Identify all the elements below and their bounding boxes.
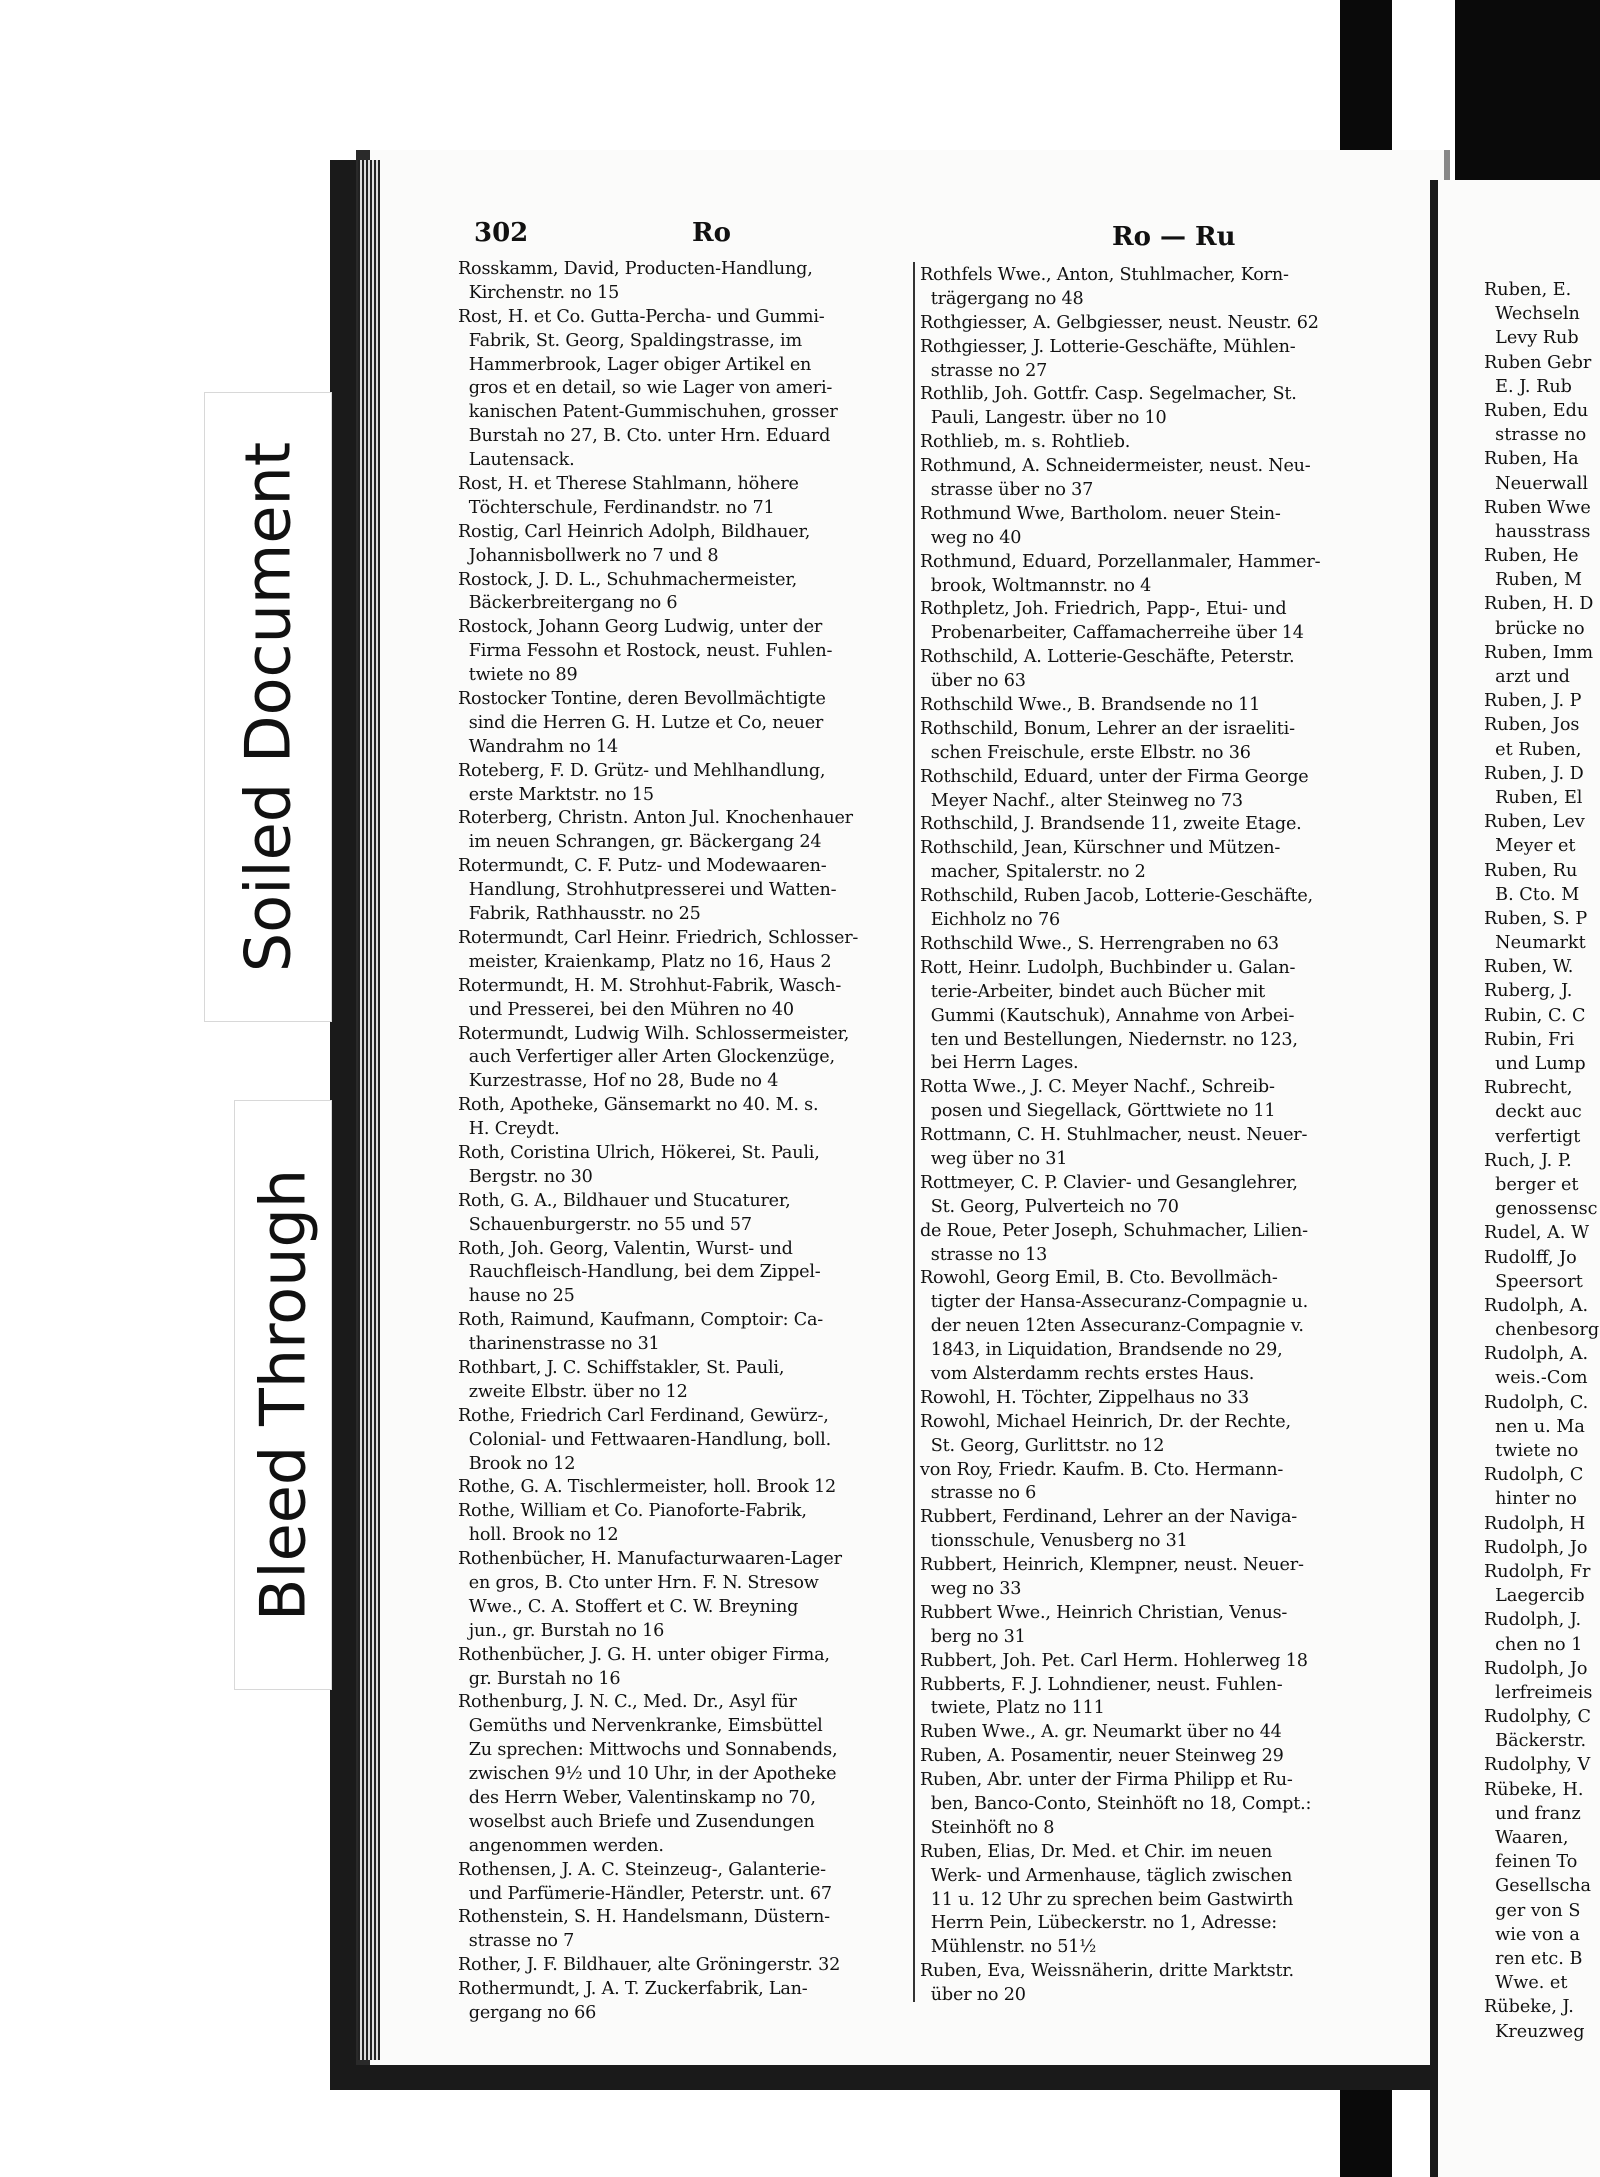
directory-entry-line: Ruben, He xyxy=(1484,546,1579,567)
directory-entry-line: et Ruben, xyxy=(1484,739,1582,760)
directory-entry-line: hinter no xyxy=(1484,1489,1577,1510)
directory-entry-line: Rothensen, J. A. C. Steinzeug-, Galanterie- xyxy=(458,1859,826,1880)
directory-entry-line: strasse no 27 xyxy=(920,360,1048,381)
directory-entry-line: Bäckerstr. xyxy=(1484,1731,1587,1752)
directory-entry-line: Roterberg, Christn. Anton Jul. Knochenhauer xyxy=(458,808,853,829)
directory-entry-line: Rotta Wwe., J. C. Meyer Nachf., Schreib- xyxy=(920,1077,1275,1098)
directory-entry-line: Rubrecht, xyxy=(1484,1078,1573,1099)
directory-entry-line: Rudolph, C xyxy=(1484,1465,1584,1486)
directory-entry-line: Steinhöft no 8 xyxy=(920,1817,1055,1838)
directory-entry-line: Rothe, Friedrich Carl Ferdinand, Gewürz-, xyxy=(458,1405,829,1426)
directory-entry-line: Rost, H. et Co. Gutta-Percha- und Gummi- xyxy=(458,306,825,327)
directory-entry-line: Rubin, Fri xyxy=(1484,1029,1575,1050)
directory-entry-line: ben, Banco-Conto, Steinhöft no 18, Compt.: xyxy=(920,1794,1312,1814)
directory-entry-line: posen und Siegellack, Görttwiete no 11 xyxy=(920,1101,1276,1122)
directory-entry-line: über no 63 xyxy=(920,671,1026,692)
directory-entry-line: gr. Burstah no 16 xyxy=(458,1668,621,1689)
directory-entry-line: Ruben Wwe xyxy=(1484,497,1591,518)
directory-entry-line: Rudel, A. W xyxy=(1484,1223,1590,1244)
directory-entry-line: en gros, B. Cto unter Hrn. F. N. Stresow xyxy=(458,1572,819,1593)
directory-entry-line: Rudolph, Jo xyxy=(1484,1658,1588,1679)
directory-entry-line: Rotermundt, C. F. Putz- und Modewaaren- xyxy=(458,856,827,877)
directory-entry-line: ren etc. B xyxy=(1484,1948,1583,1969)
directory-entry-line: Neuerwall xyxy=(1484,473,1588,494)
directory-entry-line: Rothpletz, Joh. Friedrich, Papp-, Etui- und xyxy=(920,599,1287,620)
directory-entry-line: berger et xyxy=(1484,1174,1579,1195)
directory-entry-line: zwischen 9½ und 10 Uhr, in der Apotheke xyxy=(458,1764,837,1785)
directory-entry-line: Rotermundt, Ludwig Wilh. Schlossermeister, xyxy=(458,1023,850,1044)
directory-entry-line: Kurzestrasse, Hof no 28, Bude no 4 xyxy=(458,1071,779,1092)
directory-entry-line: Kirchenstr. no 15 xyxy=(458,282,620,303)
directory-entry-line: Rudolphy, V xyxy=(1484,1755,1591,1776)
directory-entry-line: lerfreimeis xyxy=(1484,1682,1593,1703)
directory-entry-line: 11 u. 12 Uhr zu sprechen beim Gastwirth xyxy=(920,1889,1294,1910)
directory-entry-line: Rubbert, Joh. Pet. Carl Herm. Hohlerweg 18 xyxy=(920,1650,1308,1671)
directory-entry-line: brook, Woltmannstr. no 4 xyxy=(920,575,1152,596)
directory-entry-line: Handlung, Strohhutpresserei und Watten- xyxy=(458,880,837,901)
directory-entry-line: Levy Rub xyxy=(1484,328,1579,349)
directory-entry-line: Gummi (Kautschuk), Annahme von Arbei- xyxy=(920,1005,1295,1026)
directory-entry-line: Rubin, C. C xyxy=(1484,1005,1586,1026)
directory-entry-line: Lautensack. xyxy=(458,450,575,471)
directory-entry-line: kanischen Patent-Gummischuhen, grosser xyxy=(458,402,838,423)
directory-entry-line: Rothermundt, J. A. T. Zuckerfabrik, Lan- xyxy=(458,1979,808,2000)
directory-entry-line: Rothgiesser, J. Lotterie-Geschäfte, Mühlen- xyxy=(920,336,1296,357)
directory-entry-line: Roth, Raimund, Kaufmann, Comptoir: Ca- xyxy=(458,1310,823,1331)
directory-entry-line: tigter der Hansa-Assecuranz-Compagnie u. xyxy=(920,1292,1308,1313)
directory-entry-line: Ruben, H. D xyxy=(1484,594,1594,615)
directory-entry-line: Roth, Coristina Ulrich, Hökerei, St. Pauli, xyxy=(458,1142,820,1163)
directory-entry-line: trägergang no 48 xyxy=(920,288,1084,309)
directory-entry-line: verfertigt xyxy=(1484,1126,1581,1147)
directory-entry-line: Hammerbrook, Lager obiger Artikel en xyxy=(458,354,812,375)
directory-entry-line: Rothenburg, J. N. C., Med. Dr., Asyl für xyxy=(458,1692,797,1713)
soiled-document-label xyxy=(204,392,332,1022)
directory-entry-line: Burstah no 27, B. Cto. unter Hrn. Eduard xyxy=(458,426,831,447)
directory-entry-line: von Roy, Friedr. Kaufm. B. Cto. Hermann- xyxy=(920,1459,1284,1480)
directory-entry-line: Ruben, Imm xyxy=(1484,642,1594,663)
column-3 xyxy=(1484,278,1599,2044)
header-left: Ro xyxy=(692,218,731,248)
directory-entry-line: Rowohl, Georg Emil, B. Cto. Bevollmäch- xyxy=(920,1268,1278,1289)
directory-entry-line: Rothmund Wwe, Bartholom. neuer Stein- xyxy=(920,503,1281,524)
directory-entry-line: Waaren, xyxy=(1484,1828,1569,1848)
scanner-black-bar-top xyxy=(1455,0,1600,180)
directory-entry-line: weg no 40 xyxy=(920,527,1022,548)
directory-entry-line: Rothmund, A. Schneidermeister, neust. Neu- xyxy=(920,456,1311,477)
directory-entry-line: Laegercib xyxy=(1484,1586,1585,1607)
directory-entry-line: Ruben, W. xyxy=(1484,957,1574,978)
directory-entry-line: Rothschild Wwe., B. Brandsende no 11 xyxy=(920,695,1261,716)
directory-entry-line: St. Georg, Pulverteich no 70 xyxy=(920,1196,1179,1217)
directory-entry-line: Meyer Nachf., alter Steinweg no 73 xyxy=(920,790,1243,811)
directory-entry-line: chenbesorg xyxy=(1484,1320,1600,1341)
directory-entry-line: jun., gr. Burstah no 16 xyxy=(458,1620,665,1641)
directory-entry-line: Rostig, Carl Heinrich Adolph, Bildhauer, xyxy=(458,521,811,542)
directory-entry-line: Ruben, Abr. unter der Firma Philipp et Ru- xyxy=(920,1770,1293,1791)
directory-entry-line: nen u. Ma xyxy=(1484,1416,1585,1437)
directory-entry-line: ger von S xyxy=(1484,1900,1581,1921)
directory-entry-line: Ruben Wwe., A. gr. Neumarkt über no 44 xyxy=(920,1722,1282,1743)
directory-entry-line: Roteberg, F. D. Grütz- und Mehlhandlung, xyxy=(458,760,826,781)
directory-entry-line: Roth, Joh. Georg, Valentin, Wurst- und xyxy=(458,1238,793,1259)
directory-entry-line: genossensc xyxy=(1484,1199,1598,1220)
directory-entry-line: Töchterschule, Ferdinandstr. no 71 xyxy=(458,497,775,518)
directory-entry-line: twiete no xyxy=(1484,1441,1579,1461)
directory-entry-line: Rothmund, Eduard, Porzellanmaler, Hammer- xyxy=(920,551,1321,572)
directory-entry-line: Rothe, William et Co. Pianoforte-Fabrik, xyxy=(458,1501,807,1522)
directory-entry-line: Pauli, Langestr. über no 10 xyxy=(920,408,1167,429)
page-edges xyxy=(358,160,380,2060)
directory-entry-line: zweite Elbstr. über no 12 xyxy=(458,1381,688,1402)
bleed-through-label xyxy=(234,1100,332,1690)
directory-entry-line: strasse no 13 xyxy=(920,1244,1048,1265)
directory-entry-line: Ruch, J. P. xyxy=(1484,1150,1572,1171)
directory-entry-line: Colonial- und Fettwaaren-Handlung, boll. xyxy=(458,1429,831,1450)
right-page-fragment xyxy=(1430,180,1600,2177)
directory-entry-line: 1843, in Liquidation, Brandsende no 29, xyxy=(920,1340,1283,1361)
directory-entry-line: Johannisbollwerk no 7 und 8 xyxy=(458,545,719,566)
directory-entry-line: Rowohl, H. Töchter, Zippelhaus no 33 xyxy=(920,1387,1250,1408)
directory-entry-line: Herrn Pein, Lübeckerstr. no 1, Adresse: xyxy=(920,1913,1277,1934)
directory-entry-line: und Lump xyxy=(1484,1054,1586,1074)
directory-entry-line: Rott, Heinr. Ludolph, Buchbinder u. Galan- xyxy=(920,957,1296,978)
directory-entry-line: Rowohl, Michael Heinrich, Dr. der Rechte, xyxy=(920,1411,1291,1432)
directory-entry-line: Rottmann, C. H. Stuhlmacher, neust. Neuer- xyxy=(920,1125,1308,1146)
directory-entry-line: Ruben, Lev xyxy=(1484,812,1585,833)
directory-entry-line: arzt und xyxy=(1484,667,1570,687)
directory-entry-line: Rother, J. F. Bildhauer, alte Gröningerstr. 32 xyxy=(458,1955,841,1976)
directory-entry-line: des Herrn Weber, Valentinskamp no 70, xyxy=(458,1788,816,1808)
directory-entry-line: ten und Bestellungen, Niedernstr. no 123, xyxy=(920,1029,1298,1050)
directory-entry-line: Firma Fessohn et Rostock, neust. Fuhlen- xyxy=(458,641,833,662)
directory-entry-line: Rottmeyer, C. P. Clavier- und Gesanglehrer, xyxy=(920,1172,1298,1193)
directory-entry-line: Ruben, M xyxy=(1484,570,1582,591)
directory-entry-line: twiete, Platz no 111 xyxy=(920,1698,1105,1719)
header-right: Ro — Ru xyxy=(1112,222,1236,252)
directory-entry-line: Wandrahm no 14 xyxy=(458,736,619,757)
directory-entry-line: Rostock, Johann Georg Ludwig, unter der xyxy=(458,617,823,638)
directory-entry-line: brücke no xyxy=(1484,618,1585,639)
directory-entry-line: Bergstr. no 30 xyxy=(458,1166,593,1187)
directory-entry-line: Rothenbücher, H. Manufacturwaaren-Lager xyxy=(458,1549,842,1570)
directory-entry-line: holl. Brook no 12 xyxy=(458,1525,619,1546)
column-1 xyxy=(458,258,858,2026)
directory-entry-line: Ruben, J. P xyxy=(1484,691,1582,712)
directory-entry-line: Rudolff, Jo xyxy=(1484,1247,1577,1268)
directory-entry-line: Ruben, Elias, Dr. Med. et Chir. im neuen xyxy=(920,1841,1273,1862)
directory-entry-line: wie von a xyxy=(1484,1924,1580,1945)
directory-entry-line: weg no 33 xyxy=(920,1578,1022,1599)
directory-entry-line: strasse über no 37 xyxy=(920,480,1094,501)
directory-entry-line: St. Georg, Gurlittstr. no 12 xyxy=(920,1435,1165,1456)
directory-entry-line: woselbst auch Briefe und Zusendungen xyxy=(458,1811,815,1832)
directory-entry-line: auch Verfertiger aller Arten Glockenzüge, xyxy=(458,1047,835,1068)
directory-entry-line: Rosskamm, David, Producten-Handlung, xyxy=(458,259,813,279)
directory-entry-line: Ruben, J. D xyxy=(1484,763,1584,784)
directory-entry-line: schen Freischule, erste Elbstr. no 36 xyxy=(920,742,1251,763)
directory-entry-line: Gesellscha xyxy=(1484,1876,1592,1897)
directory-entry-line: gergang no 66 xyxy=(458,2003,597,2024)
directory-entry-line: Rothe, G. A. Tischlermeister, holl. Brook 12 xyxy=(458,1477,836,1498)
directory-entry-line: Zu sprechen: Mittwochs und Sonnabends, xyxy=(458,1740,838,1761)
directory-entry-line: hause no 25 xyxy=(458,1286,575,1307)
directory-entry-line: chen no 1 xyxy=(1484,1634,1583,1655)
directory-entry-line: angenommen werden. xyxy=(458,1835,664,1856)
directory-entry-line: Probenarbeiter, Caffamacherreihe über 14 xyxy=(920,623,1304,644)
directory-entry-line: Bäckerbreitergang no 6 xyxy=(458,593,678,614)
directory-entry-line: bei Herrn Lages. xyxy=(920,1053,1079,1074)
directory-entry-line: weg über no 31 xyxy=(920,1148,1068,1169)
directory-entry-line: Ruben, Eva, Weissnäherin, dritte Marktstr. xyxy=(920,1961,1294,1982)
directory-entry-line: Ruben Gebr xyxy=(1484,352,1592,373)
directory-entry-line: Rothschild, A. Lotterie-Geschäfte, Peterstr. xyxy=(920,647,1295,668)
directory-entry-line: Rubbert, Ferdinand, Lehrer an der Naviga- xyxy=(920,1507,1298,1528)
directory-entry-line: Rubbert Wwe., Heinrich Christian, Venus- xyxy=(920,1602,1288,1623)
directory-entry-line: deckt auc xyxy=(1484,1102,1582,1123)
directory-entry-line: Rübeke, H. xyxy=(1484,1779,1584,1800)
directory-entry-line: Rothschild, J. Brandsende 11, zweite Etage. xyxy=(920,814,1302,835)
directory-entry-line: Rubberts, F. J. Lohndiener, neust. Fuhlen- xyxy=(920,1674,1283,1695)
directory-entry-line: im neuen Schrangen, gr. Bäckergang 24 xyxy=(458,832,822,853)
directory-entry-line: Rauchfleisch-Handlung, bei dem Zippel- xyxy=(458,1262,821,1283)
directory-entry-line: Rotermundt, Carl Heinr. Friedrich, Schlosser- xyxy=(458,927,859,948)
directory-entry-line: Rothschild Wwe., S. Herrengraben no 63 xyxy=(920,933,1279,954)
directory-entry-line: twiete no 89 xyxy=(458,665,578,686)
directory-entry-line: Ruben, Edu xyxy=(1484,400,1589,421)
directory-entry-line: feinen To xyxy=(1484,1852,1578,1873)
directory-entry-line: Werk- und Armenhause, täglich zwischen xyxy=(920,1865,1293,1886)
directory-entry-line: Neumarkt xyxy=(1484,933,1586,954)
directory-entry-line: Rothschild, Bonum, Lehrer an der israeliti- xyxy=(920,718,1295,739)
directory-entry-line: Schauenburgerstr. no 55 und 57 xyxy=(458,1214,752,1235)
directory-entry-line: Rudolph, C. xyxy=(1484,1392,1589,1413)
directory-entry-line: Rotermundt, H. M. Strohhut-Fabrik, Wasch- xyxy=(458,975,842,996)
directory-entry-line: Rothbart, J. C. Schiffstakler, St. Pauli, xyxy=(458,1357,785,1378)
directory-entry-line: Rudolphy, C xyxy=(1484,1707,1591,1728)
directory-entry-line: Rostocker Tontine, deren Bevollmächtigte xyxy=(458,689,826,710)
directory-entry-line: Fabrik, St. Georg, Spaldingstrasse, im xyxy=(458,330,802,351)
directory-entry-line: der neuen 12ten Assecuranz-Compagnie v. xyxy=(920,1316,1304,1337)
directory-entry-line: Meyer et xyxy=(1484,836,1576,857)
directory-entry-line: Rostock, J. D. L., Schuhmachermeister, xyxy=(458,569,798,590)
directory-entry-line: Rothfels Wwe., Anton, Stuhlmacher, Korn- xyxy=(920,265,1289,285)
directory-entry-line: über no 20 xyxy=(920,1985,1026,2006)
directory-entry-line: Rudolph, Fr xyxy=(1484,1561,1591,1582)
directory-entry-line: Rothlieb, m. s. Rohtlieb. xyxy=(920,432,1131,453)
directory-entry-line: Kreuzweg xyxy=(1484,2021,1585,2042)
directory-entry-line: strasse no xyxy=(1484,425,1587,446)
directory-entry-line: meister, Kraienkamp, Platz no 16, Haus 2 xyxy=(458,951,832,972)
directory-entry-line: und franz xyxy=(1484,1803,1581,1824)
directory-entry-line: Rubbert, Heinrich, Klempner, neust. Neuer- xyxy=(920,1555,1304,1576)
directory-entry-line: Ruben, S. P xyxy=(1484,908,1588,929)
directory-entry-line: sind die Herren G. H. Lutze et Co, neuer xyxy=(458,712,824,733)
directory-entry-line: Ruben, E. xyxy=(1484,280,1572,300)
page-number: 302 xyxy=(474,218,529,248)
directory-entry-line: Rudolph, H xyxy=(1484,1513,1586,1534)
directory-entry-line: Roth, G. A., Bildhauer und Stucaturer, xyxy=(458,1190,791,1211)
directory-entry-line: vom Alsterdamm rechts erstes Haus. xyxy=(920,1363,1255,1384)
bleed-through-text: Bleed Through xyxy=(246,1168,320,1622)
directory-entry-line: berg no 31 xyxy=(920,1626,1026,1647)
directory-entry-line: gros et en detail, so wie Lager von ameri- xyxy=(458,378,833,399)
directory-entry-line: Rothschild, Eduard, unter der Firma George xyxy=(920,766,1309,787)
directory-entry-line: Rübeke, J. xyxy=(1484,1997,1574,2018)
directory-entry-line: strasse no 7 xyxy=(458,1931,575,1952)
directory-entry-line: Ruben, El xyxy=(1484,787,1583,808)
directory-entry-line: Rost, H. et Therese Stahlmann, höhere xyxy=(458,474,799,495)
directory-entry-line: Rothenstein, S. H. Handelsmann, Düstern- xyxy=(458,1907,830,1928)
directory-entry-line: Wwe. et xyxy=(1484,1973,1568,1994)
directory-entry-line: tionsschule, Venusberg no 31 xyxy=(920,1531,1188,1552)
directory-entry-line: terie-Arbeiter, bindet auch Bücher mit xyxy=(920,981,1266,1002)
directory-entry-line: Ruberg, J. xyxy=(1484,981,1573,1002)
directory-entry-line: Rothgiesser, A. Gelbgiesser, neust. Neustr. 62 xyxy=(920,312,1319,333)
directory-entry-line: Ruben, Jos xyxy=(1484,715,1580,736)
directory-entry-line: E. J. Rub xyxy=(1484,376,1572,397)
directory-entry-line: Rothschild, Ruben Jacob, Lotterie-Geschäfte, xyxy=(920,886,1313,907)
directory-entry-line: Speersort xyxy=(1484,1271,1583,1292)
directory-entry-line: und Presserei, bei den Mühren no 40 xyxy=(458,999,794,1020)
directory-entry-line: hausstrass xyxy=(1484,521,1591,542)
directory-entry-line: tharinenstrasse no 31 xyxy=(458,1334,660,1355)
directory-entry-line: Ruben, A. Posamentir, neuer Steinweg 29 xyxy=(920,1746,1284,1767)
directory-entry-line: de Roue, Peter Joseph, Schuhmacher, Lilien- xyxy=(920,1220,1308,1241)
directory-entry-line: erste Marktstr. no 15 xyxy=(458,784,654,805)
directory-entry-line: Wwe., C. A. Stoffert et C. W. Breyning xyxy=(458,1596,799,1617)
directory-entry-line: Ruben, Ru xyxy=(1484,860,1578,881)
directory-entry-line: strasse no 6 xyxy=(920,1483,1037,1504)
directory-entry-line: Rudolph, A. xyxy=(1484,1344,1589,1365)
directory-entry-line: Ruben, Ha xyxy=(1484,449,1579,470)
directory-entry-line: Rothenbücher, J. G. H. unter obiger Firma, xyxy=(458,1644,830,1665)
directory-entry-line: Eichholz no 76 xyxy=(920,910,1060,931)
directory-entry-line: Rudolph, Jo xyxy=(1484,1537,1588,1558)
directory-entry-line: Fabrik, Rathhausstr. no 25 xyxy=(458,904,701,925)
directory-entry-line: weis.-Com xyxy=(1484,1368,1588,1389)
directory-entry-line: Rudolph, J. xyxy=(1484,1610,1582,1631)
column-divider xyxy=(913,262,915,2002)
soiled-document-text: Soiled Document xyxy=(231,441,305,973)
directory-entry-line: und Parfümerie-Händler, Peterstr. unt. 67 xyxy=(458,1883,832,1904)
column-2 xyxy=(920,264,1320,2008)
directory-entry-line: H. Creydt. xyxy=(458,1119,560,1140)
directory-entry-line: B. Cto. M xyxy=(1484,884,1580,905)
directory-entry-line: Roth, Apotheke, Gänsemarkt no 40. M. s. xyxy=(458,1095,819,1116)
directory-entry-line: Gemüths und Nervenkranke, Eimsbüttel xyxy=(458,1716,823,1737)
directory-entry-line: Wechseln xyxy=(1484,304,1580,325)
directory-entry-line: Rothschild, Jean, Kürschner und Mützen- xyxy=(920,838,1281,859)
directory-entry-line: Brook no 12 xyxy=(458,1453,576,1474)
directory-entry-line: Rudolph, A. xyxy=(1484,1295,1589,1316)
directory-entry-line: Mühlenstr. no 51½ xyxy=(920,1937,1097,1958)
directory-entry-line: macher, Spitalerstr. no 2 xyxy=(920,862,1146,883)
directory-entry-line: Rothlib, Joh. Gottfr. Casp. Segelmacher, St. xyxy=(920,384,1297,405)
